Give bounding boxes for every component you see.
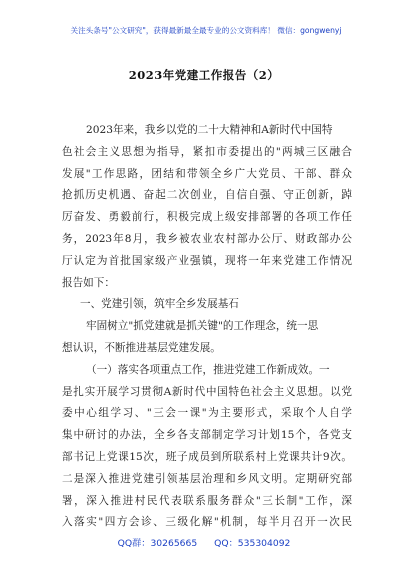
document-title: 2023年党建工作报告（2） — [128, 68, 280, 82]
body-line: 想认识，不断推进基层党建发展。 — [62, 341, 221, 354]
body-line: 报告如下： — [62, 276, 115, 289]
body-line: 署，深入推进村民代表联系服务群众"三长制"工作，深 — [62, 494, 352, 507]
section-heading: 一、党建引领，筑牢全乡发展基石 — [80, 298, 239, 311]
body-line: 抢抓历史机遇、奋起二次创业，自信自强、守正创新，踔 — [62, 189, 352, 202]
body-line: 发展"工作思路，团结和带领全乡广大党员、干部、群众 — [62, 167, 352, 180]
body-line: 务，2023年8月，我乡被农业农村部办公厅、财政部办公 — [62, 232, 352, 245]
body-line: 委中心组学习、"三会一课"为主要形式，采取个人自学 — [62, 407, 352, 420]
body-line: 是扎实开展学习贯彻A新时代中国特色社会主义思想。以党 — [62, 385, 352, 398]
body-line: 色社会主义思想为指导，紧扣市委提出的"两城三区融合 — [62, 145, 352, 158]
body-line: 入落实"四方会诊、三级化解"机制，每半月召开一次民 — [62, 516, 352, 529]
header-promo-note: 关注头条号"公文研究"，获得最新最全最专业的公文资料库！ 微信：gongwenyj — [70, 26, 342, 35]
body-line: 集中研讨的办法，全乡各支部制定学习计划15个，各党支 — [62, 429, 352, 442]
body-line: 厉奋发、勇毅前行，积极完成上级安排部署的各项工作任 — [62, 211, 352, 224]
footer-contact-note: QQ群：30265665 QQ：535304092 — [117, 538, 291, 549]
body-line: 厅认定为首批国家级产业强镇，现将一年来党建工作情况 — [62, 254, 352, 267]
body-line: 2023年来，我乡以党的二十大精神和A新时代中国特 — [86, 124, 333, 136]
body-line: 牢固树立"抓党建就是抓关键"的工作理念，统一思 — [86, 320, 319, 333]
document-body — [62, 120, 352, 534]
body-line: 部书记上党课15次，班子成员到所联系村上党课共计9次。 — [62, 450, 352, 463]
body-line: 二是深入推进党建引领基层治理和乡风文明。定期研究部 — [62, 472, 352, 485]
subsection-heading: （一）落实各项重点工作，推进党建工作新成效。一 — [86, 363, 330, 376]
